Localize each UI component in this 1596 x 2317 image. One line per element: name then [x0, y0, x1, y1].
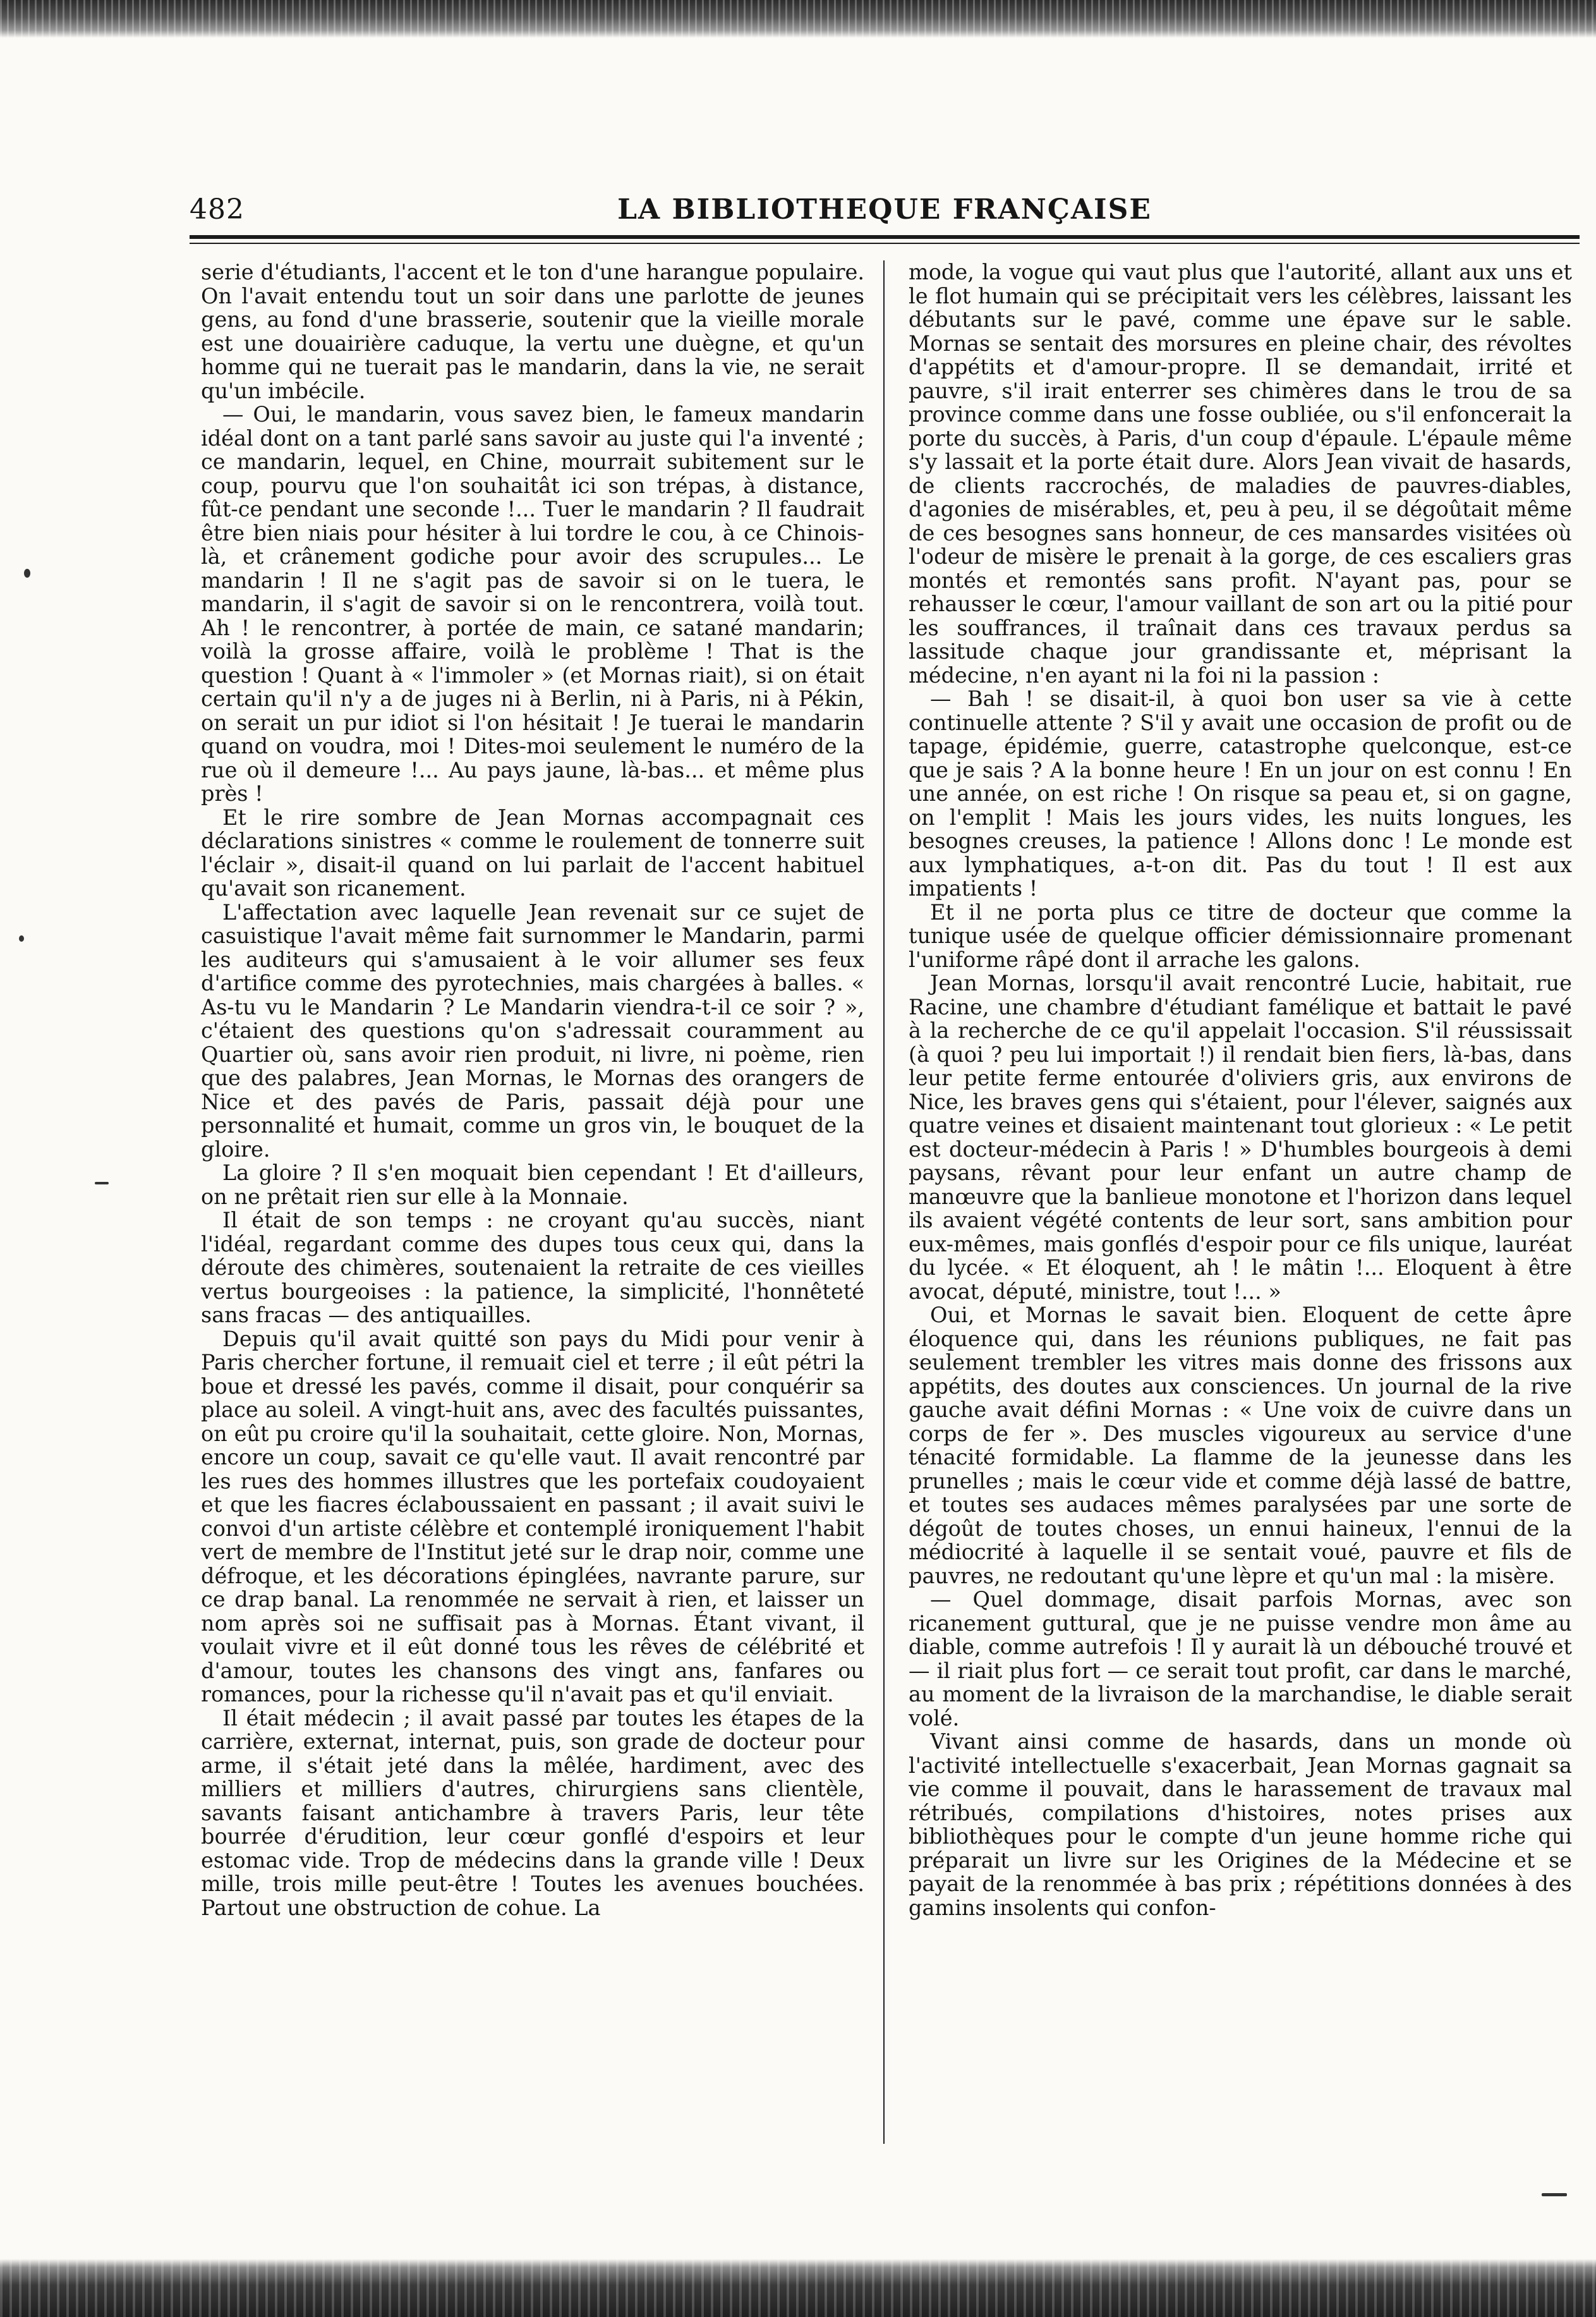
header-rule-thin: [190, 243, 1580, 244]
paragraph: Depuis qu'il avait quitté son pays du Midi pour venir à Paris chercher fortune, il remuait ciel et terre ; il eût pétri la boue et dressé les pavés, comme il disait, pour conquérir sa place au soleil. A vingt-huit ans, avec des facultés puissantes, on eût pu croire qu'il la souhaitait, cette gloire. Non, Mornas, encore un coup, savait ce qu'elle vaut. Il avait rencontré par les rues des hommes illustres que les portefaix coudoyaient et que les fiacres éclaboussaient en passant ; il avait suivi le convoi d'un artiste célèbre et contemplé ironiquement l'habit vert de membre de l'Institut jeté sur le drap noir, comme une défroque, et les décorations épinglées, navrante parure, sur ce drap banal. La renommée ne servait à rien, et laisser un nom après soi ne suffisait pas à Mornas. Étant vivant, il voulait vivre et il eût donné tous les rêves de célébrité et d'amour, toutes les chansons des vingt ans, fanfares ou romances, pour la richesse qu'il n'avait pas et qu'il enviait.: [201, 1326, 864, 1706]
scan-speck: [95, 1182, 109, 1184]
scan-border-top: [0, 0, 1596, 38]
right-column: [909, 260, 1572, 2156]
paragraph: Jean Mornas, lorsqu'il avait rencontré Lucie, habitait, rue Racine, une chambre d'étudiant famélique et battait le pavé à la recherche de ce qu'il appelait l'occasion. S'il réussissait (à quoi ? peu lui importait !) il rendait bien fiers, là-bas, dans leur petite ferme entourée d'oliviers gris, aux environs de Nice, les braves gens qui s'étaient, pour l'élever, saignés aux quatre veines et disaient maintenant tout glorieux : « Le petit est docteur-médecin à Paris ! » D'humbles bourgeois à demi paysans, rêvant pour leur enfant un autre champ de manœuvre que la banlieue monotone et l'horizon dans lequel ils avaient végété contents de leur sort, sans ambition pour eux-mêmes, mais gonflés d'espoir pour ce fils unique, lauréat du lycée. « Et éloquent, ah ! le mâtin !... Eloquent à être avocat, député, ministre, tout !... »: [909, 971, 1572, 1304]
page-number: 482: [190, 193, 245, 226]
paragraph: serie d'étudiants, l'accent et le ton d'une harangue populaire. On l'avait entendu tout un soir dans une parlotte de jeunes gens, au fond d'une brasserie, soutenir que la vieille morale est une douairière caduque, la vertu une duègne, et qu'un homme qui ne tuerait pas le mandarin, dans la vie, ne serait qu'un imbécile.: [201, 260, 864, 403]
paragraph: Vivant ainsi comme de hasards, dans un monde où l'activité intellectuelle s'exacerbait, Jean Mornas gagnait sa vie comme il pouvait, dans le harassement de travaux mal rétribués, compilations d'histoires, notes prises aux bibliothèques pour le compte d'un jeune homme riche qui préparait un livre sur les Origines de la Médecine et se payait de la renommée à bas prix ; répétitions données à des gamins insolents qui confon-: [909, 1729, 1572, 1920]
header-rule-thick: [190, 235, 1580, 239]
paragraph: — Bah ! se disait-il, à quoi bon user sa vie à cette continuelle attente ? S'il y avait une occasion de profit ou de tapage, épidémie, guerre, catastrophe quelconque, est-ce que je sais ? A la bonne heure ! En un jour on est connu ! En une année, on est riche ! On risque sa peau et, si on gagne, on l'emplit ! Mais les jours vides, les nuits longues, les besognes creuses, la patience ! Allons donc ! Le monde est aux lymphatiques, a-t-on dit. Pas du tout ! Il est aux impatients !: [909, 686, 1572, 901]
column-divider: [883, 260, 885, 2144]
paragraph: Et le rire sombre de Jean Mornas accompagnait ces déclarations sinistres « comme le roulement de tonnerre suit l'éclair », disait-il quand on lui parlait de l'accent habituel qu'avait son ricanement.: [201, 805, 864, 901]
running-title: LA BIBLIOTHEQUE FRANÇAISE: [617, 193, 1152, 226]
scan-speck: [1542, 2193, 1567, 2196]
paragraph: Il était de son temps : ne croyant qu'au succès, niant l'idéal, regardant comme des dupes tous ceux qui, dans la déroute des chimères, soutenaient la retraite de ces vieilles vertus bourgeoises : la patience, la simplicité, l'honnêteté sans fracas — des antiquailles.: [201, 1208, 864, 1327]
left-column: [201, 260, 864, 2156]
paragraph: mode, la vogue qui vaut plus que l'autorité, allant aux uns et le flot humain qui se précipitait vers les célèbres, laissant les débutants sur le pavé, comme une épave sur le sable. Mornas se sentait des morsures en pleine chair, des révoltes d'appétits et d'amour-propre. Il se demandait, irrité et pauvre, s'il irait enterrer ses chimères dans le trou de sa province comme dans une fosse oubliée, ou s'il enfoncerait la porte du succès, à Paris, d'un coup d'épaule. L'épaule même s'y lassait et la porte était dure. Alors Jean vivait de hasards, de clients raccrochés, de maladies de pauvres-diables, d'agonies de misérables, et, peu à peu, il se dégoûtait même de ces besognes sans honneur, de ces mansardes visitées où l'odeur de misère le prenait à la gorge, de ces escaliers gras montés et remontés sans profit. N'ayant pas, pour se rehausser le cœur, l'amour vaillant de son art ou la pitié pour les souffrances, il traînait dans ces travaux perdus sa lassitude chaque jour grandissante et, méprisant la médecine, n'en ayant ni la foi ni la passion :: [909, 260, 1572, 688]
paragraph: Et il ne porta plus ce titre de docteur que comme la tunique usée de quelque officier démissionnaire promenant l'uniforme râpé dont il arrache les galons.: [909, 899, 1572, 972]
paragraph: — Oui, le mandarin, vous savez bien, le fameux mandarin idéal dont on a tant parlé sans savoir au juste qui l'a inventé ; ce mandarin, lequel, en Chine, mourrait subitement sur le coup, pourvu que l'on souhaitât ici son trépas, à distance, fût-ce pendant une seconde !... Tuer le mandarin ? Il faudrait être bien niais pour hésiter à lui tordre le cou, à ce Chinois-là, et crânement godiche pour avoir des scrupules... Le mandarin ! Il ne s'agit pas de savoir si on le tuera, le mandarin, il s'agit de savoir si on le rencontrera, voilà tout. Ah ! le rencontrer, à portée de main, ce satané mandarin; voilà la grosse affaire, voilà le problème ! That is the question ! Quant à « l'immoler » (et Mornas riait), si on était certain qu'il n'y a de juges ni à Berlin, ni à Paris, ni à Pékin, on serait un pur idiot si l'on hésitait ! Je tuerai le mandarin quand on voudra, moi ! Dites-moi seulement le numéro de la rue où il demeure !... Au pays jaune, là-bas... et même plus près !: [201, 402, 864, 806]
paragraph: La gloire ? Il s'en moquait bien cependant ! Et d'ailleurs, on ne prêtait rien sur elle à la Monnaie.: [201, 1160, 864, 1209]
scan-speck: [24, 569, 30, 578]
paragraph: Oui, et Mornas le savait bien. Eloquent de cette âpre éloquence qui, dans les réunions publiques, ne fait pas seulement trembler les vitres mais donne des frissons aux appétits, des doutes aux consciences. Un journal de la rive gauche avait défini Mornas : « Une voix de cuivre dans un corps de fer ». Des muscles vigoureux au service d'une ténacité formidable. La flamme de la jeunesse dans les prunelles ; mais le cœur vide et comme déjà lassé de battre, et toutes ses audaces mêmes paralysées par une sorte de dégoût de toutes choses, un ennui haineux, l'ennui de la médiocrité à laquelle il se sentait voué, pauvre et fils de pauvres, ne redoutant qu'une lèpre et qu'un mal : la misère.: [909, 1303, 1572, 1588]
scan-border-bottom: [0, 2259, 1596, 2317]
paragraph: L'affectation avec laquelle Jean revenait sur ce sujet de casuistique l'avait même fait surnommer le Mandarin, parmi les auditeurs qui s'amusaient à le voir allumer ses feux d'artifice comme des pyrotechnies, mais chargées à balles. « As-tu vu le Mandarin ? Le Mandarin viendra-t-il ce soir ? », c'étaient des questions qu'on s'adressait couramment au Quartier où, sans avoir rien produit, ni livre, ni poème, rien que des palabres, Jean Mornas, le Mornas des orangers de Nice et des pavés de Paris, passait déjà pour une personnalité et humait, comme un gros vin, le bouquet de la gloire.: [201, 899, 864, 1162]
scan-speck: [19, 935, 24, 942]
paragraph: Il était médecin ; il avait passé par toutes les étapes de la carrière, externat, internat, puis, son grade de docteur pour arme, il s'était jeté dans la mêlée, hardiment, avec des milliers et milliers d'autres, chirurgiens sans clientèle, savants faisant antichambre à travers Paris, leur tête bourrée d'érudition, leur cœur gonflé d'espoirs et leur estomac vide. Trop de médecins dans la grande ville ! Deux mille, trois mille peut-être ! Toutes les avenues bouchées. Partout une obstruction de cohue. La: [201, 1705, 864, 1920]
page-header: [190, 188, 1580, 239]
paragraph: — Quel dommage, disait parfois Mornas, avec son ricanement guttural, que je ne puisse vendre mon âme au diable, comme autrefois ! Il y aurait là un débouché trouvé et — il riait plus fort — ce serait tout profit, car dans le marché, au moment de la livraison de la marchandise, le diable serait volé.: [909, 1587, 1572, 1730]
